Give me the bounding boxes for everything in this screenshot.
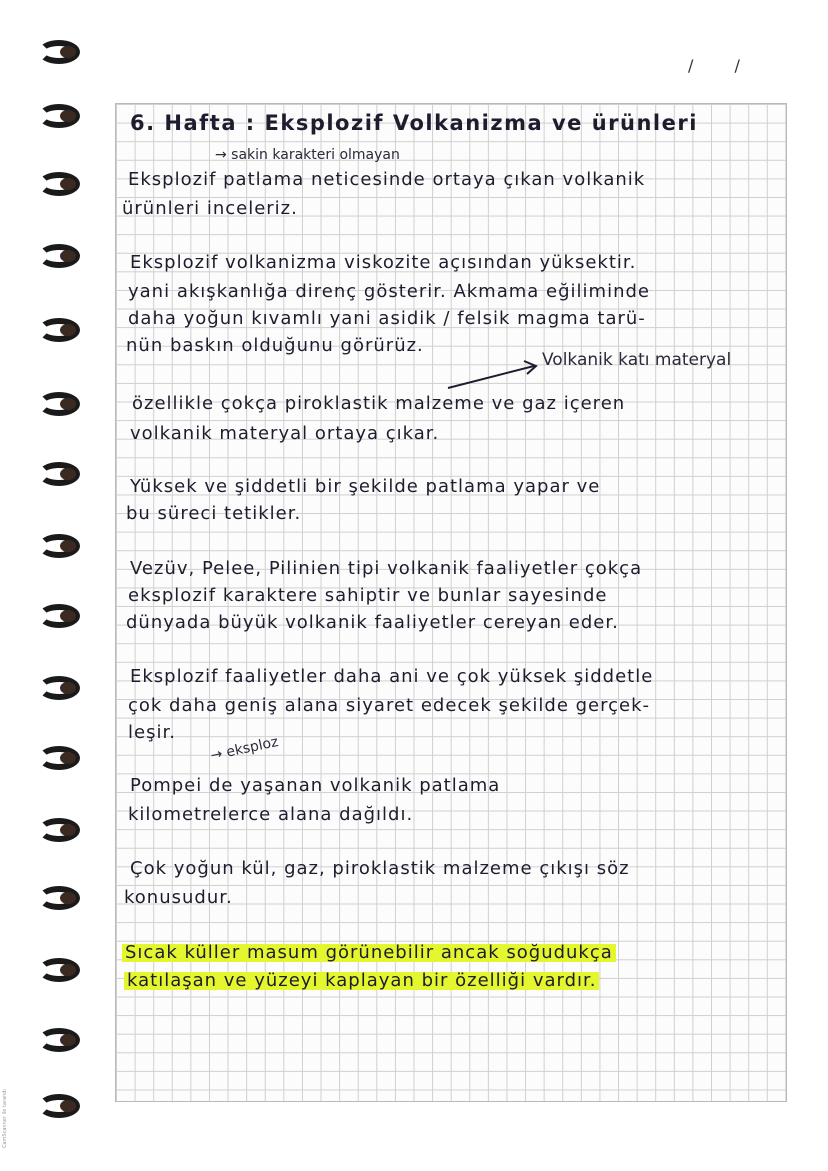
spiral-ring <box>34 462 82 488</box>
text-line-16: leşir. <box>128 722 176 743</box>
text-line-11: Vezüv, Pelee, Pilinien tipi volkanik faaliyetler çokça <box>130 558 643 579</box>
text-line-1: Eksplozif patlama neticesinde ortaya çıkan volkanik <box>128 169 646 190</box>
text-line-7: özellikle çokça piroklastik malzeme ve gaz içeren <box>132 393 626 414</box>
text-line-18: kilometrelerce alana dağıldı. <box>128 804 414 825</box>
arrow-icon <box>0 0 828 400</box>
text-line-10: bu süreci tetikler. <box>126 503 302 524</box>
spiral-ring <box>34 886 82 912</box>
punch-hole <box>60 468 76 480</box>
text-line-2: ürünleri inceleriz. <box>122 198 298 219</box>
punch-hole <box>60 540 76 552</box>
text-line-17: Pompei de yaşanan volkanik patlama <box>130 775 501 796</box>
spiral-ring <box>34 676 82 702</box>
text-line-4: yani akışkanlığa direnç gösterir. Akmama eğiliminde <box>128 281 650 302</box>
date-marks: / / <box>688 56 758 75</box>
annotation-eksploz: → eksploz <box>209 734 280 764</box>
annotation-sakin: → sakin karakteri olmayan <box>215 147 400 163</box>
spiral-ring <box>34 1094 82 1120</box>
text-line-19: Çok yoğun kül, gaz, piroklastik malzeme çıkışı söz <box>130 858 630 879</box>
punch-hole <box>60 1034 76 1046</box>
highlighted-line-1: Sıcak küller masum görünebilir ancak soğudukça <box>122 944 616 962</box>
punch-hole <box>60 824 76 836</box>
spiral-ring <box>34 746 82 772</box>
scanner-credit: CamScanner ile tarandı <box>2 1089 8 1148</box>
spiral-ring <box>34 818 82 844</box>
text-line-14: Eksplozif faaliyetler daha ani ve çok yüksek şiddetle <box>130 666 654 687</box>
text-line-8: volkanik materyal ortaya çıkar. <box>130 423 440 444</box>
spiral-ring <box>34 1028 82 1054</box>
page-title: 6. Hafta : Eksplozif Volkanizma ve ürünleri <box>130 111 698 135</box>
text-line-6: nün baskın olduğunu görürüz. <box>126 335 424 356</box>
spiral-ring <box>34 534 82 560</box>
text-line-20: konusudur. <box>124 887 233 908</box>
text-line-3: Eksplozif volkanizma viskozite açısından yüksektir. <box>130 252 637 273</box>
punch-hole <box>60 892 76 904</box>
punch-hole <box>60 964 76 976</box>
text-line-13: dünyada büyük volkanik faaliyetler cereyan eder. <box>126 612 619 633</box>
annotation-volkanik-kati: Volkanik katı materyal <box>542 350 732 370</box>
text-line-15: çok daha geniş alana siyaret edecek şekilde gerçek- <box>128 695 651 716</box>
punch-hole <box>60 682 76 694</box>
text-line-9: Yüksek ve şiddetli bir şekilde patlama yapar ve <box>130 476 601 497</box>
punch-hole <box>60 610 76 622</box>
spiral-ring <box>34 958 82 984</box>
punch-hole <box>60 752 76 764</box>
text-line-12: eksplozif karaktere sahiptir ve bunlar sayesinde <box>128 585 608 606</box>
spiral-ring <box>34 604 82 630</box>
punch-hole <box>60 1100 76 1112</box>
highlighted-line-2: katılaşan ve yüzeyi kaplayan bir özelliği vardır. <box>124 972 599 990</box>
text-line-5: daha yoğun kıvamlı yani asidik / felsik magma tarü- <box>128 308 646 329</box>
